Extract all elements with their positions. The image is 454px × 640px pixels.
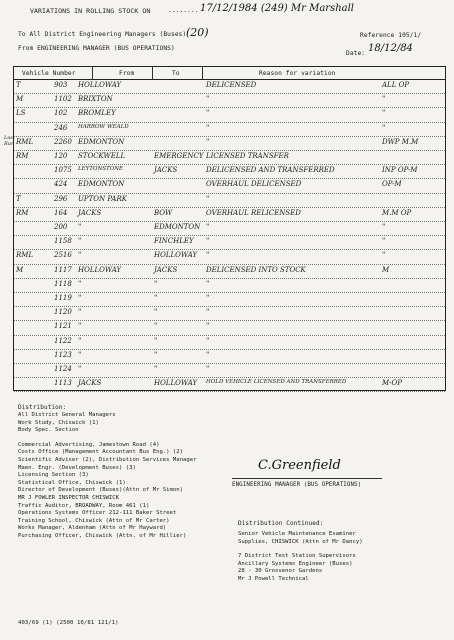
cell-from-garage: " <box>78 336 82 345</box>
distribution-item: Costs Office (Management Accountant Bus Eng.) (2) <box>18 449 184 456</box>
cell-vehicle-class: RM <box>16 208 29 217</box>
table-row <box>14 194 445 208</box>
cell-to-garage: " <box>154 294 158 302</box>
cell-vehicle-number: 120 <box>54 152 68 160</box>
cell-from-garage: JACKS <box>78 208 102 217</box>
cell-note: " <box>382 251 386 260</box>
col-divider <box>202 67 203 79</box>
cell-reason: " <box>206 237 210 246</box>
cell-vehicle-number: 2260 <box>54 137 72 146</box>
cell-from-garage: STOCKWELL <box>78 152 126 160</box>
from-line: From ENGINEERING MANAGER (BUS OPERATIONS) <box>18 45 175 52</box>
cell-vehicle-number: 1118 <box>54 279 72 288</box>
cell-reason: OVERHAUL DELICENSED <box>206 180 302 189</box>
cell-reason: " <box>206 223 210 231</box>
distribution-item: Commercial Advertising, Jamestown Road (4) <box>18 441 160 448</box>
table-row <box>14 151 445 165</box>
row-divider <box>14 391 445 392</box>
cell-vehicle-class: M <box>16 95 24 104</box>
distribution-item <box>18 435 197 442</box>
cell-from-garage: HOLLOWAY <box>78 265 122 274</box>
table-row <box>14 265 445 279</box>
table-row <box>14 236 445 250</box>
cell-reason: " <box>206 194 210 203</box>
table-header <box>14 67 445 80</box>
table-row <box>14 179 445 193</box>
signature-line <box>232 478 382 479</box>
cell-from-garage: BRIXTON <box>78 95 113 104</box>
distribution-item: Purchasing Officer, Chiswick (Attn. of Mr Hillier) <box>18 532 187 539</box>
cell-vehicle-number: 200 <box>54 223 68 231</box>
distribution-item: Senior Vehicle Maintenance Examiner <box>238 531 356 537</box>
cell-reason: " <box>206 251 210 260</box>
table-row <box>14 222 445 236</box>
table-row <box>14 208 445 222</box>
title-dots: ........ <box>168 7 199 14</box>
table-row <box>14 123 445 137</box>
cell-to-garage: JACKS <box>154 166 178 175</box>
cell-reason: " <box>206 109 210 118</box>
signatory-title: ENGINEERING MANAGER (BUS OPERATIONS) <box>232 482 362 488</box>
cell-from-garage: " <box>78 237 82 246</box>
cell-note: OP-M <box>382 180 402 189</box>
cell-reason: " <box>206 279 210 288</box>
cell-reason: " <box>206 95 210 104</box>
col-vehicle-number: Vehicle Number <box>22 70 76 77</box>
cell-vehicle-number: 2516 <box>54 251 72 260</box>
cell-to-garage: " <box>154 322 158 331</box>
distribution-item: Training School, Chiswick (Attn of Mr Carter) <box>18 517 170 524</box>
cell-from-garage: LEYTONSTONE <box>78 166 124 173</box>
table-row <box>14 165 445 179</box>
distribution-item: Operations Systems Officer 212-111 Baker Street <box>18 510 177 517</box>
table-row <box>14 250 445 264</box>
table-row <box>14 108 445 122</box>
cell-vehicle-number: 1123 <box>54 350 72 359</box>
form-code: 403/69 (1) (2500 10/81 121/1) <box>18 620 119 626</box>
distribution-item: MR J FOWLER INSPECTOR CHISWICK <box>18 494 120 501</box>
cell-to-garage: " <box>154 336 158 345</box>
cell-vehicle-class: RM <box>16 152 29 160</box>
cell-from-garage: BROMLEY <box>78 109 116 118</box>
cell-to-garage: JACKS <box>154 265 178 274</box>
col-divider <box>92 67 93 79</box>
distribution-title: Distribution: <box>18 404 67 411</box>
cell-note: " <box>382 95 386 104</box>
cell-vehicle-class: T <box>16 194 21 203</box>
cell-reason: LICENSED TRANSFER <box>206 152 289 160</box>
cell-vehicle-class: LS <box>16 109 26 118</box>
cell-from-garage: HOLLOWAY <box>78 81 122 89</box>
cell-vehicle-number: 1117 <box>54 265 72 274</box>
table-row <box>14 293 445 307</box>
table-row <box>14 137 445 151</box>
cell-vehicle-number: 1120 <box>54 308 72 317</box>
distribution-item: Body Spec. Section <box>18 427 79 434</box>
cell-vehicle-class: RML <box>16 251 34 260</box>
variations-table <box>13 66 446 391</box>
cell-from-garage: " <box>78 251 82 260</box>
cell-from-garage: EDMONTON <box>78 137 125 146</box>
to-line: To All District Engineering Managers (Buses) <box>18 31 187 38</box>
cell-note: M-OP <box>382 379 402 388</box>
cell-from-garage: " <box>78 308 82 317</box>
cell-note: ALL OP <box>382 81 410 89</box>
cell-to-garage: BOW <box>154 208 173 217</box>
cell-reason: " <box>206 137 210 146</box>
distribution-item: Supplies, CHISWICK (Attn of Mr Dancy) <box>238 538 363 545</box>
distribution-item: Works Manager, Aldenham (Attn of Mr Hayward) <box>18 525 167 532</box>
distribution-continued-list <box>238 531 363 584</box>
cell-reason: OVERHAUL RELICENSED <box>206 208 301 217</box>
distribution-item: Director of Development (Buses)(Attn of Mr Simon) <box>18 487 184 494</box>
handwritten-issue-date: 18/12/84 <box>368 43 413 54</box>
cell-vehicle-number: 1075 <box>54 166 72 175</box>
cell-reason: HOLD VEHICLE LICENSED AND TRANSFERRED <box>206 379 347 386</box>
cell-to-garage: HOLLOWAY <box>154 379 198 388</box>
table-row <box>14 279 445 293</box>
cell-reason: DELICENSED INTO STOCK <box>206 265 306 274</box>
cell-from-garage: EDMONTON <box>78 180 125 189</box>
cell-to-garage: FINCHLEY <box>154 237 194 246</box>
cell-vehicle-number: 903 <box>54 81 68 89</box>
cell-reason: DELICENSED <box>206 81 257 89</box>
cell-to-garage: EMERGENCY <box>154 152 204 160</box>
cell-from-garage: " <box>78 350 82 359</box>
distribution-item: Work Study, Chiswick (1) <box>18 419 99 426</box>
distribution-item: Licensing Section (3) <box>18 472 89 479</box>
distribution-item: Mr J Powell Technical <box>238 575 309 582</box>
cell-vehicle-class: M <box>16 265 24 274</box>
cell-note: DWP M.M <box>382 137 419 146</box>
cell-reason: DELICENSED AND TRANSFERRED <box>206 166 335 175</box>
cell-vehicle-number: 1102 <box>54 95 72 104</box>
table-row <box>14 378 445 392</box>
distribution-item: Scientific Adviser (2), Distribution Services Manager <box>18 456 197 463</box>
table-row <box>14 80 445 94</box>
cell-from-garage: UPTON PARK <box>78 194 127 203</box>
cell-to-garage: " <box>154 365 158 373</box>
cell-reason: " <box>206 365 210 373</box>
distribution-item: Traffic Auditor, BROADWAY, Room 461 (1) <box>18 502 150 509</box>
cell-note: " <box>382 123 386 132</box>
table-row <box>14 307 445 321</box>
cell-from-garage: " <box>78 294 82 302</box>
distribution-item: Statistical Office, Chiswick (1) <box>18 479 126 486</box>
cell-vehicle-number: 1119 <box>54 294 72 302</box>
distribution-item: Ancillary Systems Engineer (Buses) <box>238 560 353 567</box>
reference-label: Reference 105/1/ <box>360 32 422 39</box>
cell-reason: " <box>206 308 210 317</box>
handwritten-date: 17/12/1984 (249) Mr Marshall <box>200 3 354 14</box>
col-from: From <box>119 70 135 77</box>
col-to: To <box>172 70 180 77</box>
cell-to-garage: HOLLOWAY <box>154 251 198 260</box>
distribution-item: Maen. Engr. (Development Buses) (3) <box>18 464 136 471</box>
distribution-list <box>18 412 197 541</box>
cell-to-garage: " <box>154 350 158 359</box>
signature: C.Greenfield <box>258 458 341 473</box>
cell-note: M <box>382 265 390 274</box>
col-reason: Reason for variation <box>259 70 336 77</box>
cell-vehicle-number: 424 <box>54 180 68 189</box>
cell-vehicle-number: 246 <box>54 123 68 132</box>
cell-note: " <box>382 237 386 246</box>
cell-reason: " <box>206 123 210 132</box>
document-title: VARIATIONS IN ROLLING STOCK ON <box>30 7 151 15</box>
cell-vehicle-number: 1158 <box>54 237 72 246</box>
cell-reason: " <box>206 322 210 331</box>
cell-from-garage: " <box>78 365 82 373</box>
distribution-item: 7 District Test Station Supervisors <box>238 553 356 560</box>
cell-note: " <box>382 223 386 231</box>
distribution-item <box>238 546 363 553</box>
cell-vehicle-number: 1124 <box>54 365 72 373</box>
cell-vehicle-number: 1121 <box>54 322 72 331</box>
cell-to-garage: " <box>154 279 158 288</box>
cell-from-garage: " <box>78 223 82 231</box>
table-row <box>14 336 445 350</box>
cell-from-garage: HARROW WEALD <box>78 123 129 130</box>
cell-note: INP OP-M <box>382 166 418 175</box>
col-divider <box>152 67 153 79</box>
cell-vehicle-class: RML <box>16 137 34 146</box>
table-row <box>14 94 445 108</box>
cell-reason: " <box>206 350 210 359</box>
distribution-continued-title: Distribution Continued: <box>238 520 324 527</box>
cell-vehicle-number: 1122 <box>54 336 72 345</box>
cell-reason: " <box>206 336 210 345</box>
table-row <box>14 321 445 335</box>
table-row <box>14 364 445 378</box>
cell-vehicle-number: 296 <box>54 194 68 203</box>
cell-vehicle-number: 1113 <box>54 379 72 388</box>
cell-note: M.M OP <box>382 208 412 217</box>
cell-from-garage: JACKS <box>78 379 102 388</box>
cell-note: " <box>382 109 386 118</box>
margin-note: Last Run <box>4 135 15 147</box>
cell-reason: " <box>206 294 210 302</box>
cell-from-garage: " <box>78 279 82 288</box>
cell-vehicle-number: 102 <box>54 109 68 118</box>
cell-to-garage: " <box>154 308 158 317</box>
table-row <box>14 350 445 364</box>
distribution-item: All District General Managers <box>18 412 116 418</box>
cell-vehicle-number: 164 <box>54 208 68 217</box>
distribution-item: 28 - 30 Grosvenor Gardens <box>238 568 323 575</box>
cell-vehicle-class: T <box>16 81 21 89</box>
cell-from-garage: " <box>78 322 82 331</box>
handwritten-copies: (20) <box>186 26 209 39</box>
cell-to-garage: EDMONTON <box>154 223 201 231</box>
date-label: Date: <box>346 50 366 57</box>
